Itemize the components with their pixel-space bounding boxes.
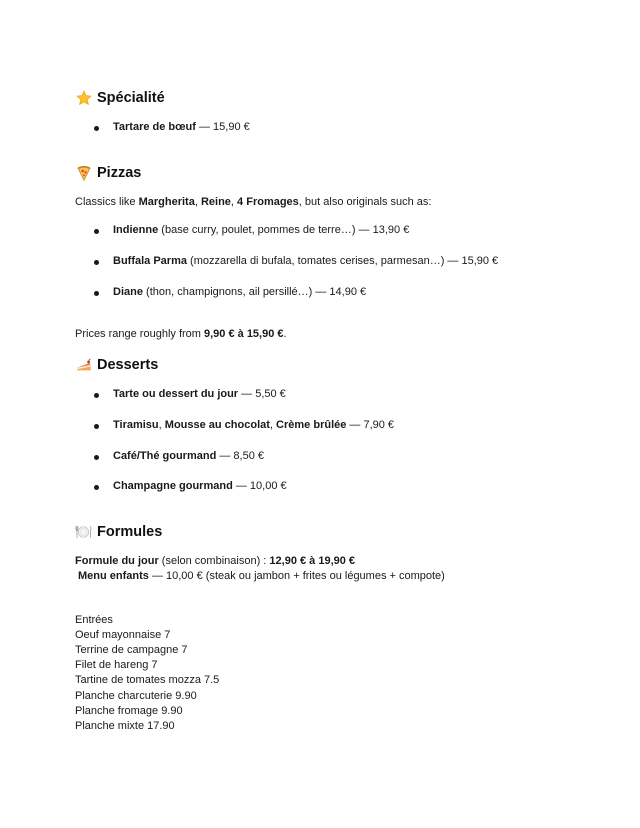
- item-name: Champagne gourmand: [113, 480, 233, 492]
- item-detail: (thon, champignons, ail persillé…) — 14,90 €: [142, 286, 367, 298]
- item-name: Diane: [113, 286, 143, 298]
- entree-item: Planche fromage 9.90: [75, 705, 183, 717]
- menu-enfants: Menu enfants — 10,00 € (steak ou jambon + frites ou légumes + compote): [78, 570, 445, 582]
- item-name: Café/Thé gourmand: [113, 450, 217, 462]
- item-detail: (mozzarella di bufala, tomates cerises, parmesan…) — 15,90 €: [186, 255, 499, 267]
- item-name-2: Mousse au chocolat: [164, 419, 270, 431]
- entree-item: Planche mixte 17.90: [75, 720, 175, 732]
- item-name: Tarte ou dessert du jour: [113, 388, 239, 400]
- heading-desserts-title: Desserts: [97, 356, 159, 373]
- pizza-reine: Reine: [200, 196, 231, 208]
- pizza-icon: [75, 164, 92, 181]
- item-detail: — 15,90 €: [195, 121, 250, 133]
- entree-item: Terrine de campagne 7: [75, 644, 188, 656]
- pizzas-price-range: Prices range roughly from 9,90 € à 15,90 €.: [75, 328, 287, 340]
- item-name: Tartare de bœuf: [113, 121, 196, 133]
- cake-icon: [75, 356, 92, 373]
- item-detail: — 8,50 €: [216, 450, 264, 462]
- entree-item: Planche charcuterie 9.90: [75, 690, 197, 702]
- heading-formules: [75, 523, 162, 540]
- item-name: Indienne: [113, 224, 159, 236]
- star-icon: [75, 89, 92, 106]
- item-name: Tiramisu: [113, 419, 159, 431]
- plate-icon: [75, 523, 92, 540]
- menu-document: Spécialité Tartare de bœuf — 15,90 € Pizzas Classics like Margherita, Reine, 4 Fromages, but also originals such as: Indienne (base curry, poulet, pommes de terre…) — 13,90 € Buffala Parma (mozzarella di bufala, tomates cerises, parmesan…) — 15,90 € Diane (thon, champignons, ail persillé…) — 14,90 € Prices range roughly from 9,90 € à 15,90 €. Desserts Tarte ou dessert du jour — 5,50 € Tiramisu, Mousse au chocolat, Crème brûlée — 7,90 € Café/Thé gourmand — 8,50 € Champagne gourmand — 10,00 € Formules Formule du jour (selon combinaison) : 12,90 € à 19,90 € Menu enfants — 10,00 € (steak ou jambon + frites ou légumes + compote) Entrées Oeuf mayonnaise 7 Terrine de campagne 7 Filet de hareng 7 Tartine de tomates mozza 7.5 Planche charcuterie 9.90 Planche fromage 9.90 Planche mixte 17.90: [75, 89, 499, 732]
- heading-pizzas: [75, 164, 141, 181]
- entrees-title: Entrées: [75, 614, 113, 626]
- item-detail: — 5,50 €: [238, 388, 286, 400]
- entree-item: Tartine de tomates mozza 7.5: [75, 674, 220, 686]
- item-detail: — 7,90 €: [346, 419, 395, 431]
- heading-specialite: [75, 89, 165, 106]
- item-name: Buffala Parma: [113, 255, 187, 267]
- heading-formules-title: Formules: [97, 523, 163, 540]
- item-name-3: Crème brûlée: [276, 419, 347, 431]
- pizzas-intro: Classics like Margherita, Reine, 4 Fromages, but also originals such as:: [75, 196, 432, 208]
- entree-item: Oeuf mayonnaise 7: [75, 629, 171, 641]
- heading-pizzas-title: Pizzas: [97, 164, 142, 181]
- heading-desserts: [75, 356, 158, 373]
- item-detail: — 10,00 €: [232, 480, 287, 492]
- item-detail: (base curry, poulet, pommes de terre…) — 13,90 €: [158, 224, 410, 236]
- heading-specialite-title: Spécialité: [97, 89, 165, 106]
- pizza-4-fromages: 4 Fromages: [237, 196, 299, 208]
- pizza-margherita: Margherita: [138, 196, 195, 208]
- entree-item: Filet de hareng 7: [75, 659, 158, 671]
- formule-du-jour: Formule du jour (selon combinaison) : 12,90 € à 19,90 €: [75, 555, 356, 567]
